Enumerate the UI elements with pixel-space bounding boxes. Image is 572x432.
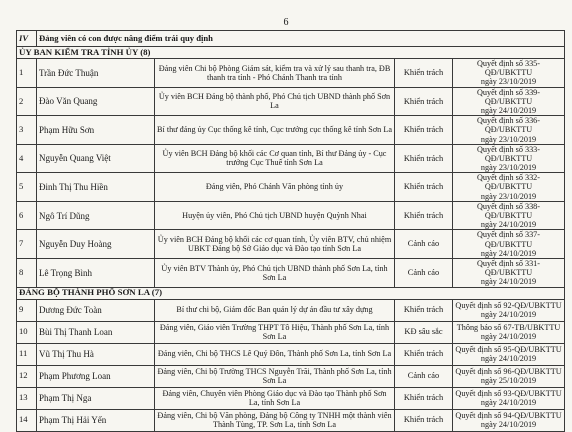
table-row xyxy=(17,365,565,387)
discipline-form: Khiển trách xyxy=(395,144,453,173)
table-row xyxy=(17,59,565,88)
decision-number: Quyết định số 336-QĐ/UBKTTU xyxy=(477,116,540,135)
row-number: 4 xyxy=(17,144,37,173)
section-title: ĐẢNG BỘ THÀNH PHỐ SƠN LA (7) xyxy=(17,287,565,299)
person-name: Dương Đức Toàn xyxy=(37,299,155,321)
group-title: Đảng viên có con được nâng điểm trái quy định xyxy=(37,31,565,47)
decision-number: Quyết định số 338-QĐ/UBKTTU xyxy=(477,201,540,220)
decision-number: Quyết định số 335-QĐ/UBKTTU xyxy=(477,59,540,78)
row-number: 9 xyxy=(17,299,37,321)
page-number: 6 xyxy=(283,17,289,28)
table-row xyxy=(17,258,565,287)
decision-reference xyxy=(453,173,565,202)
decision-date: ngày 23/10/2019 xyxy=(480,163,537,173)
row-number: 7 xyxy=(17,230,37,259)
table-row xyxy=(17,173,565,202)
decision-reference xyxy=(453,343,565,365)
decision-date: ngày 24/10/2019 xyxy=(480,220,537,230)
person-name: Phạm Thị Nga xyxy=(37,387,155,409)
row-number: 12 xyxy=(17,365,37,387)
position-description: Ủy viên BCH Đảng bộ thành phố, Phó Chủ tịch UBND thành phố Sơn La xyxy=(155,87,395,116)
decision-date: ngày 25/10/2019 xyxy=(480,376,537,385)
table-row xyxy=(17,343,565,365)
decision-reference xyxy=(453,59,565,88)
discipline-form: Khiển trách xyxy=(395,387,453,409)
discipline-form: Khiển trách xyxy=(395,116,453,145)
decision-date: ngày 23/10/2019 xyxy=(480,77,537,87)
person-name: Nguyễn Duy Hoàng xyxy=(37,230,155,259)
row-number: 2 xyxy=(17,87,37,116)
position-description: Đảng viên, Chi bộ Trường THCS Nguyễn Trãi, Thành phố Sơn La, tỉnh Sơn La xyxy=(155,365,395,387)
position-description: Đảng viên, Giáo viên Trường THPT Tô Hiệu, Thành phố Sơn La, tỉnh Sơn La xyxy=(155,321,395,343)
discipline-form: Khiển trách xyxy=(395,201,453,230)
position-description: Bí thư đảng ủy Cục thống kê tỉnh, Cục trưởng cục thống kê tỉnh Sơn La xyxy=(155,116,395,145)
position-description: Đảng viên Chi bộ Phòng Giám sát, kiểm tra và xử lý sau thanh tra, ĐB thanh tra tỉnh - Phó Chánh Thanh tra tỉnh xyxy=(155,59,395,88)
decision-reference xyxy=(453,87,565,116)
decision-reference xyxy=(453,144,565,173)
decision-date: ngày 24/10/2019 xyxy=(480,277,537,287)
decision-number: Quyết định số 96-QĐ/UBKTTU xyxy=(455,366,562,376)
discipline-form: Khiển trách xyxy=(395,409,453,431)
row-number: 11 xyxy=(17,343,37,365)
decision-number: Quyết định số 331-QĐ/UBKTTU xyxy=(477,258,540,278)
decision-date: ngày 23/10/2019 xyxy=(480,191,537,201)
person-name: Phạm Hữu Sơn xyxy=(37,116,155,145)
table-row xyxy=(17,116,565,145)
decision-date: ngày 24/10/2019 xyxy=(480,332,537,341)
position-description: Huyện ủy viên, Phó Chủ tịch UBND huyện Quỳnh Nhai xyxy=(155,201,395,230)
table-row xyxy=(17,144,565,173)
table-row xyxy=(17,321,565,343)
discipline-form: Cảnh cáo xyxy=(395,230,453,259)
table-row xyxy=(17,87,565,116)
position-description: Đảng viên, Chuyên viên Phòng Giáo dục và Đào tạo Thành phố Sơn La, tỉnh Sơn La xyxy=(155,387,395,409)
discipline-form: Khiển trách xyxy=(395,173,453,202)
person-name: Phạm Phương Loan xyxy=(37,365,155,387)
decision-number: Quyết định số 94-QĐ/UBKTTU xyxy=(455,410,562,420)
decision-number: Quyết định số 339-QĐ/UBKTTU xyxy=(477,87,540,106)
decision-number: Quyết định số 93-QĐ/UBKTTU xyxy=(455,388,562,398)
discipline-table xyxy=(16,30,565,432)
decision-number: Quyết định số 95-QĐ/UBKTTU xyxy=(455,344,562,354)
person-name: Lê Trọng Bình xyxy=(37,258,155,287)
group-header-row xyxy=(17,31,565,47)
discipline-form: Cảnh cáo xyxy=(395,365,453,387)
position-description: Ủy viên BTV Thành ủy, Phó Chủ tịch UBND thành phố Sơn La, tỉnh Sơn La xyxy=(155,258,395,287)
person-name: Bùi Thị Thanh Loan xyxy=(37,321,155,343)
decision-number: Quyết định số 337-QĐ/UBKTTU xyxy=(477,230,540,249)
position-description: Đảng viên, Chi bộ THCS Lê Quý Đôn, Thành phố Sơn La, tỉnh Sơn La xyxy=(155,343,395,365)
discipline-form: Khiển trách xyxy=(395,343,453,365)
decision-reference xyxy=(453,299,565,321)
discipline-form: Cảnh cáo xyxy=(395,258,453,287)
position-description: Ủy viên BCH Đảng bộ khối các cơ quan tỉnh, Ủy viên BTV, chủ nhiệm UBKT Đảng bộ Sở Giáo dục và Đào tạo tỉnh Sơn La xyxy=(155,230,395,259)
decision-date: ngày 24/10/2019 xyxy=(480,420,537,429)
table-row xyxy=(17,299,565,321)
decision-reference xyxy=(453,409,565,431)
decision-date: ngày 24/10/2019 xyxy=(480,248,537,258)
decision-reference xyxy=(453,116,565,145)
row-number: 10 xyxy=(17,321,37,343)
position-description: Bí thư chi bộ, Giám đốc Ban quản lý dự án đầu tư xây dựng xyxy=(155,299,395,321)
section-header-row xyxy=(17,47,565,59)
row-number: 8 xyxy=(17,258,37,287)
decision-reference xyxy=(453,258,565,287)
decision-reference xyxy=(453,321,565,343)
person-name: Nguyễn Quang Việt xyxy=(37,144,155,173)
discipline-form: Khiển trách xyxy=(395,59,453,88)
decision-date: ngày 24/10/2019 xyxy=(480,310,537,319)
table-row xyxy=(17,201,565,230)
decision-number: Thông báo số 67-TB/UBKTTU xyxy=(456,322,561,332)
table-row xyxy=(17,409,565,431)
decision-reference xyxy=(453,365,565,387)
row-number: 5 xyxy=(17,173,37,202)
decision-date: ngày 24/10/2019 xyxy=(480,105,537,115)
decision-date: ngày 23/10/2019 xyxy=(480,134,537,144)
decision-date: ngày 24/10/2019 xyxy=(480,354,537,363)
section-title: ỦY BAN KIỂM TRA TỈNH ỦY (8) xyxy=(17,47,565,59)
person-name: Trần Đức Thuận xyxy=(37,59,155,88)
row-number: 6 xyxy=(17,201,37,230)
row-number: 13 xyxy=(17,387,37,409)
discipline-form: Khiển trách xyxy=(395,87,453,116)
decision-reference xyxy=(453,230,565,259)
row-number: 3 xyxy=(17,116,37,145)
decision-reference xyxy=(453,201,565,230)
group-roman-numeral: IV xyxy=(17,31,37,47)
row-number: 1 xyxy=(17,59,37,88)
position-description: Ủy viên BCH Đảng bộ khối các Cơ quan tỉnh, Bí thư Đảng ủy - Cục trưởng Cục Thuế tỉnh Sơn La xyxy=(155,144,395,173)
decision-reference xyxy=(453,387,565,409)
decision-number: Quyết định số 332-QĐ/UBKTTU xyxy=(477,173,540,192)
row-number: 14 xyxy=(17,409,37,431)
discipline-form: KĐ sâu sắc xyxy=(395,321,453,343)
person-name: Phạm Thị Hải Yến xyxy=(37,409,155,431)
decision-number: Quyết định số 92-QĐ/UBKTTU xyxy=(455,300,562,310)
person-name: Đinh Thị Thu Hiền xyxy=(37,173,155,202)
decision-number: Quyết định số 333-QĐ/UBKTTU xyxy=(477,144,540,163)
person-name: Ngô Trí Dũng xyxy=(37,201,155,230)
discipline-form: Khiển trách xyxy=(395,299,453,321)
position-description: Đảng viên, Chi bộ Văn phòng, Đảng bộ Công ty TNHH một thành viên Thành Tùng, TP. Sơn La, tỉnh Sơn La xyxy=(155,409,395,431)
section-header-row xyxy=(17,287,565,299)
person-name: Vũ Thị Thu Hà xyxy=(37,343,155,365)
person-name: Đào Văn Quang xyxy=(37,87,155,116)
position-description: Đảng viên, Phó Chánh Văn phòng tỉnh ủy xyxy=(155,173,395,202)
decision-date: ngày 24/10/2019 xyxy=(480,398,537,407)
table-row xyxy=(17,387,565,409)
table-row xyxy=(17,230,565,259)
